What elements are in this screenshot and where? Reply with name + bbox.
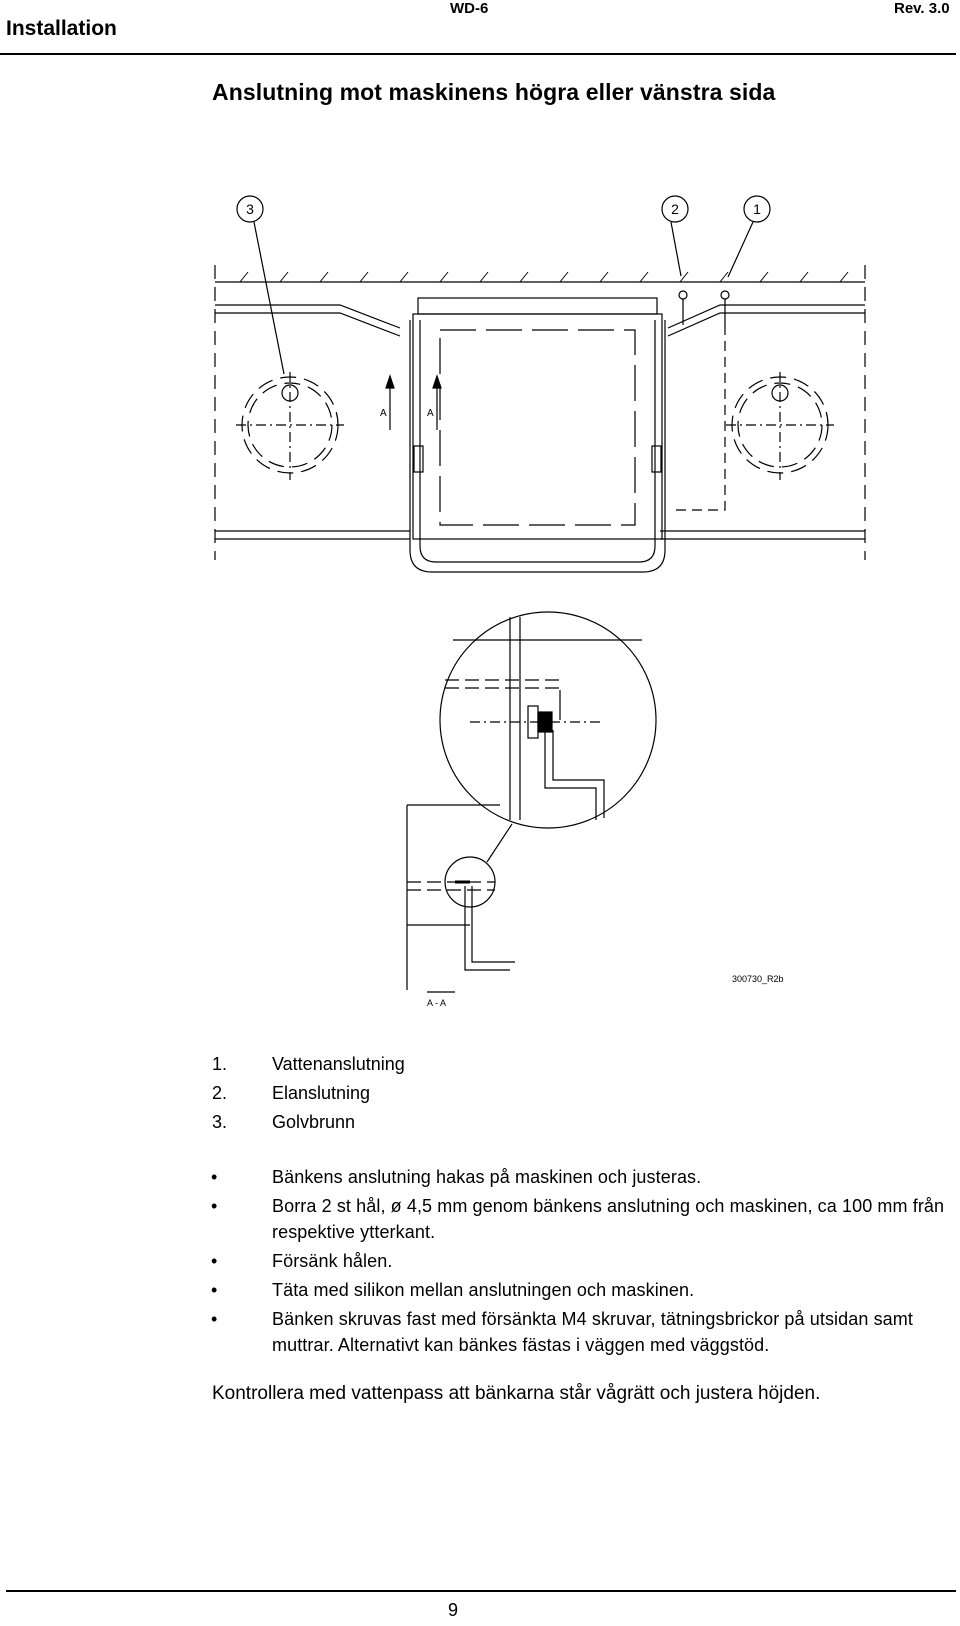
bullet-icon: •	[211, 1196, 218, 1216]
list-item	[205, 1164, 955, 1190]
instruction-text: Bänken skruvas fast med försänkta M4 skruvar, tätningsbrickor på utsidan samt muttrar. Alternativt kan bänkes fästas i väggen med väggstöd.	[272, 1309, 913, 1355]
legend-number: 1.	[212, 1054, 228, 1074]
legend-label: Elanslutning	[272, 1083, 371, 1103]
callout-1-label: 1	[753, 201, 761, 217]
legend-item	[212, 1108, 405, 1137]
closing-note: Kontrollera med vattenpass att bänkarna står vågrätt och justera höjden.	[212, 1383, 821, 1404]
technical-drawing	[0, 180, 960, 1040]
callout-3-label: 3	[246, 201, 254, 217]
list-item	[205, 1306, 955, 1358]
section-mark-left: A	[380, 408, 387, 419]
list-item	[205, 1277, 955, 1303]
instruction-text: Täta med silikon mellan anslutningen och maskinen.	[272, 1280, 695, 1300]
document-id: WD-6	[450, 0, 489, 17]
instruction-text: Borra 2 st hål, ø 4,5 mm genom bänkens anslutning och maskinen, ca 100 mm från respektive ytterkant.	[272, 1196, 945, 1242]
instruction-text: Bänkens anslutning hakas på maskinen och justeras.	[272, 1167, 702, 1187]
drawing-id: 300730_R2b	[732, 974, 784, 984]
bullet-icon: •	[211, 1251, 218, 1271]
legend-item	[212, 1050, 405, 1079]
page-heading: Anslutning mot maskinens högra eller vänstra sida	[212, 79, 776, 105]
section-title: Installation	[6, 17, 117, 40]
footer-divider	[6, 1590, 956, 1592]
instruction-text: Försänk hålen.	[272, 1251, 393, 1271]
callout-2-label: 2	[671, 201, 679, 217]
legend-list	[212, 1050, 405, 1137]
page-number: 9	[448, 1600, 459, 1620]
section-mark-right: A	[427, 408, 434, 419]
legend-number: 2.	[212, 1083, 228, 1103]
list-item	[205, 1193, 955, 1245]
legend-number: 3.	[212, 1112, 228, 1132]
legend-label: Golvbrunn	[272, 1112, 356, 1132]
bullet-icon: •	[211, 1309, 218, 1329]
instruction-list	[205, 1164, 955, 1361]
revision-label: Rev. 3.0	[894, 0, 950, 17]
header-divider	[0, 53, 956, 55]
legend-item	[212, 1079, 405, 1108]
list-item	[205, 1248, 955, 1274]
bullet-icon: •	[211, 1280, 218, 1300]
section-label: A - A	[427, 998, 447, 1008]
bullet-icon: •	[211, 1167, 218, 1187]
legend-label: Vattenanslutning	[272, 1054, 405, 1074]
